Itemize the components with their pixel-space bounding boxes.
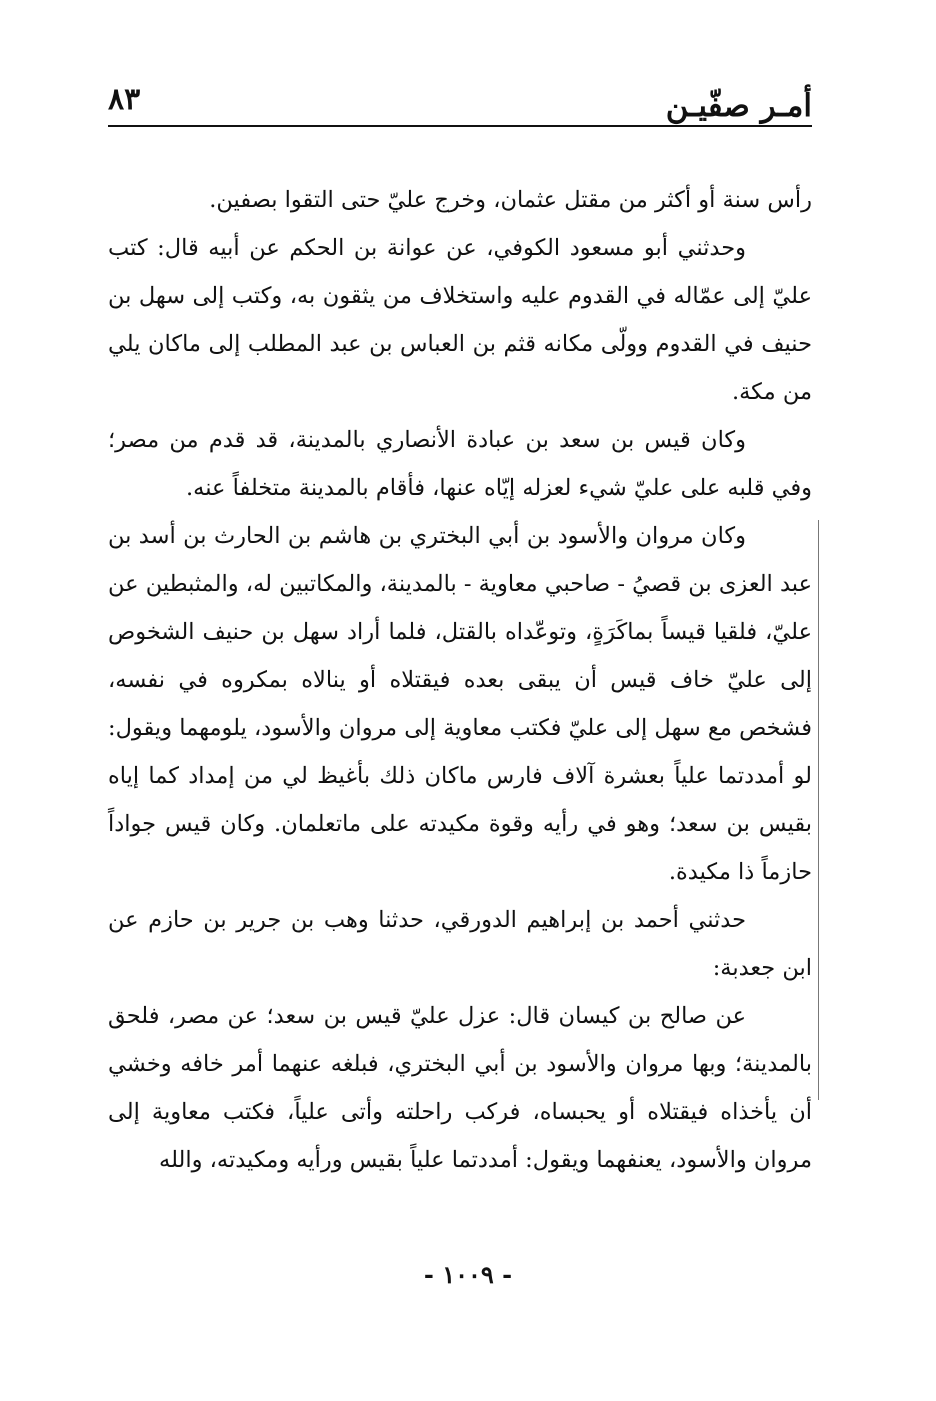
paragraph-5: حدثني أحمد بن إبراهيم الدورقي، حدثنا وهب بن جرير بن حازم عن ابن جعدبة: (108, 907, 812, 981)
paragraph-3: وكان قيس بن سعد بن عبادة الأنصاري بالمدينة، قد قدم من مصر؛ وفي قلبه على عليّ شيء لعزله إيّاه عنها، فأقام بالمدينة متخلفاً عنه. (108, 427, 812, 501)
folio-number: - ١٠٠٩ - (423, 1260, 513, 1289)
body-text (108, 176, 812, 1184)
page-number: ٨٣ (108, 82, 141, 117)
paragraph-6: عن صالح بن كيسان قال: عزل عليّ قيس بن سعد؛ عن مصر، فلحق بالمدينة؛ وبها مروان والأسود بن أبي البختري، فبلغه عنهما أمر خافه وخشي أن يأخذاه فيقتلاه أو يحبساه، فركب راحلته وأتى علياً، فكتب معاوية إلى مروان والأسود، يعنفهما ويقول: أمددتما علياً بقيس ورأيه ومكيدته، والله (108, 1003, 812, 1173)
page-header (108, 80, 812, 128)
header-rule (108, 125, 812, 127)
running-title: أمـر صفّيـن (665, 88, 812, 124)
paragraph-1: رأس سنة أو أكثر من مقتل عثمان، وخرج عليّ حتى التقوا بصفين. (209, 187, 812, 213)
margin-rule (818, 520, 819, 1100)
paragraph-4: وكان مروان والأسود بن أبي البختري بن هاشم بن الحارث بن أسد بن عبد العزى بن قصيُ - صاحبي معاوية - بالمدينة، والمكاتبين له، والمثبطين عن عليّ، فلقيا قيساً بماكَرَةٍ، وتوعّداه بالقتل، فلما أراد سهل بن حنيف الشخوص إلى عليّ خاف قيس أن يبقى بعده فيقتلاه أو ينالاه بمكروه في نفسه، فشخص مع سهل إلى عليّ فكتب معاوية إلى مروان والأسود، يلومهما ويقول: لو أمددتما علياً بعشرة آلاف فارس ماكان ذلك بأغيظ لي من إمداد كما إياه بقيس بن سعد؛ وهو في رأيه وقوة مكيدته على ماتعلمان. وكان قيس جواداً حازماً ذا مكيدة. (108, 523, 812, 885)
paragraph-2: وحدثني أبو مسعود الكوفي، عن عوانة بن الحكم عن أبيه قال: كتب عليّ إلى عمّاله في القدوم عليه واستخلاف من يثقون به، وكتب إلى سهل بن حنيف في القدوم وولّى مكانه قثم بن العباس بن عبد المطلب إلى ماكان يلي من مكة. (108, 235, 812, 405)
